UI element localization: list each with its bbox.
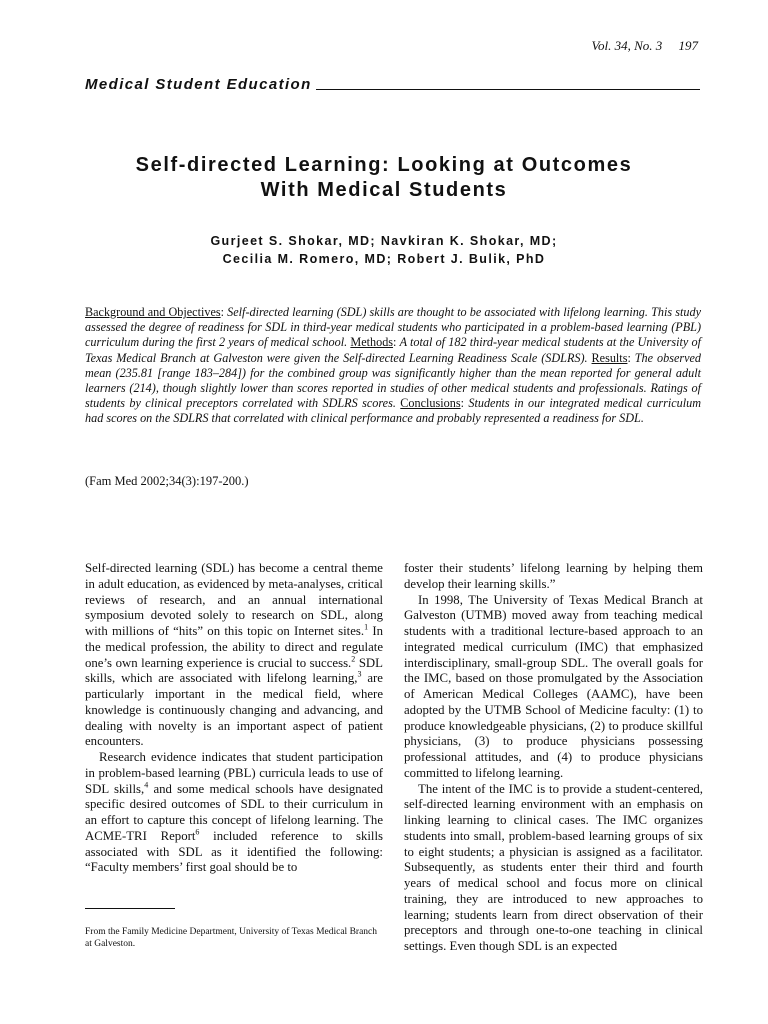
body-column-right [404,561,703,955]
reference-marker: 3 [357,669,362,679]
text-run: included reference to skills associated with SDL as it identified the following: “Faculty members’ first goal should be to [85,828,383,875]
text-run: Research evidence indicates that student participation in problem-based learning (PBL) curricula leads to use of SDL skills, [85,750,383,796]
abstract-conclusions-text: Students in our integrated medical curriculum had scores on the SDLRS that correlated with clinical performance and probably represented a readiness for SDL. [85,396,702,426]
article-title [60,153,708,203]
page-number: 197 [678,38,698,53]
paragraph: In 1998, The University of Texas Medical Branch at Galveston (UTMB) moved away from teaching medical students with a traditional lecture-based approach to an integrated medical curriculum (IMC) that emphasized interdisciplinary, small-group SDL. The overall goals for the IMC, based on those promulgated by the Association of American Medical Colleges (AAMC), have been adopted by the UTMB School of Medicine faculty: (1) to produce knowledgeable physicians, (2) to produce skillful physicians, (3) to produce physicians possessing professional attitudes, and (4) to produce physicians committed to lifelong learning. [404,592,703,780]
text-run: are particularly important in the medical field, where knowledge is continuously changing and advancing, and dealing with novelty is an important aspect of patient encounters. [85,671,383,749]
title-line-1: Self-directed Learning: Looking at Outcomes [135,154,633,176]
abstract-results-text: The observed mean (235.81 [range 183–284]) for the combined group was significantly higher than the mean reported for general adult learners (214), though slightly lower than scores reported in studies of other medical students and professionals. Ratings of students by clinical preceptors correlated with SDLRS scores. [85,350,702,411]
authors-line-1: Gurjeet S. Shokar, MD; Navkiran K. Shokar, MD; [210,234,558,248]
text-run: and some medical schools have designated specific desired outcomes of SDL to their curriculum in an effort to capture this concept of lifelong learning. The ACME-TRI Report [85,781,383,843]
paragraph [85,561,383,750]
paragraph [85,750,383,876]
text-run: In the medical profession, the ability to direct and regulate one’s own learning experience is crucial to success. [85,624,383,670]
citation: (Fam Med 2002;34(3):197-200.) [85,474,249,488]
text-run: SDL skills, which are associated with lifelong learning, [85,655,383,686]
abstract-background-text: Self-directed learning (SDL) skills are thought to be associated with lifelong learning. This study assessed the degree of readiness for SDL in third-year medical students who participated in a problem-based learning (PBL) curriculum during the first 2 years of medical school. [85,305,701,350]
volume-issue: Vol. 34, No. 3 [591,38,663,53]
section-rule [316,89,700,90]
abstract-background-label: Background and Objectives [85,305,221,319]
reference-marker: 6 [195,827,200,837]
reference-marker: 4 [144,780,149,790]
paragraph: foster their students’ lifelong learning by helping them develop their learning skills.” [404,561,703,591]
section-header [85,76,700,93]
title-line-2: With Medical Students [260,179,508,201]
abstract-methods-text: A total of 182 third-year medical students at the University of Texas Medical Branch at Galveston were given the Self-directed Learning Readiness Scale (SDLRS). [85,335,702,365]
abstract: Background and Objectives: Self-directed learning (SDL) skills are thought to be associated with lifelong learning. This study assessed the degree of readiness for SDL in third-year medical students who participated in a problem-based learning (PBL) curriculum during the first 2 years of medical school. Methods: A total of 182 third-year medical students at the University of Texas Medical Branch at Galveston were given the Self-directed Learning Readiness Scale (SDLRS). Results: The observed mean (235.81 [range 183–284]) for the combined group was significantly higher than the mean reported for general adult learners (214), though slightly lower than scores reported in studies of other medical students and professionals. Ratings of students by clinical preceptors correlated with SDLRS scores. Conclusions: Students in our integrated medical curriculum had scores on the SDLRS that correlated with clinical performance and probably represented a readiness for SDL. [85,305,702,426]
running-header [591,38,698,54]
paragraph: The intent of the IMC is to provide a student-centered, self-directed learning environment with an emphasis on linking learning to clinical cases. The IMC organizes students into small, problem-based learning groups of six to eight students; a physician is assigned as a facilitator. Subsequently, as students enter their third and fourth years of medical school and focus more on clinical training, they are introduced to new approaches to learning; students learn from direct observation of their preceptors and through one-to-one teaching in clinical settings. Even though SDL is an expected [404,781,703,953]
reference-marker: 2 [351,654,356,664]
reference-marker: 1 [364,622,369,632]
abstract-methods-label: Methods [350,335,394,350]
text-run: Self-directed learning (SDL) has become a central theme in adult education, as evidenced by meta-analyses, critical reviews of research, and an annual international symposium devoted solely to research on SDL, along with millions of “hits” on this topic on Internet sites. [85,561,383,638]
footnote: From the Family Medicine Department, University of Texas Medical Branch at Galveston. [85,927,378,949]
author-list [60,232,708,268]
authors-line-2: Cecilia M. Romero, MD; Robert J. Bulik, PhD [222,252,546,266]
abstract-results-label: Results [591,350,628,365]
footnote-rule [85,908,175,909]
body-column-left [85,561,383,876]
abstract-conclusions-label: Conclusions [400,396,461,411]
section-title: Medical Student Education [85,76,312,93]
